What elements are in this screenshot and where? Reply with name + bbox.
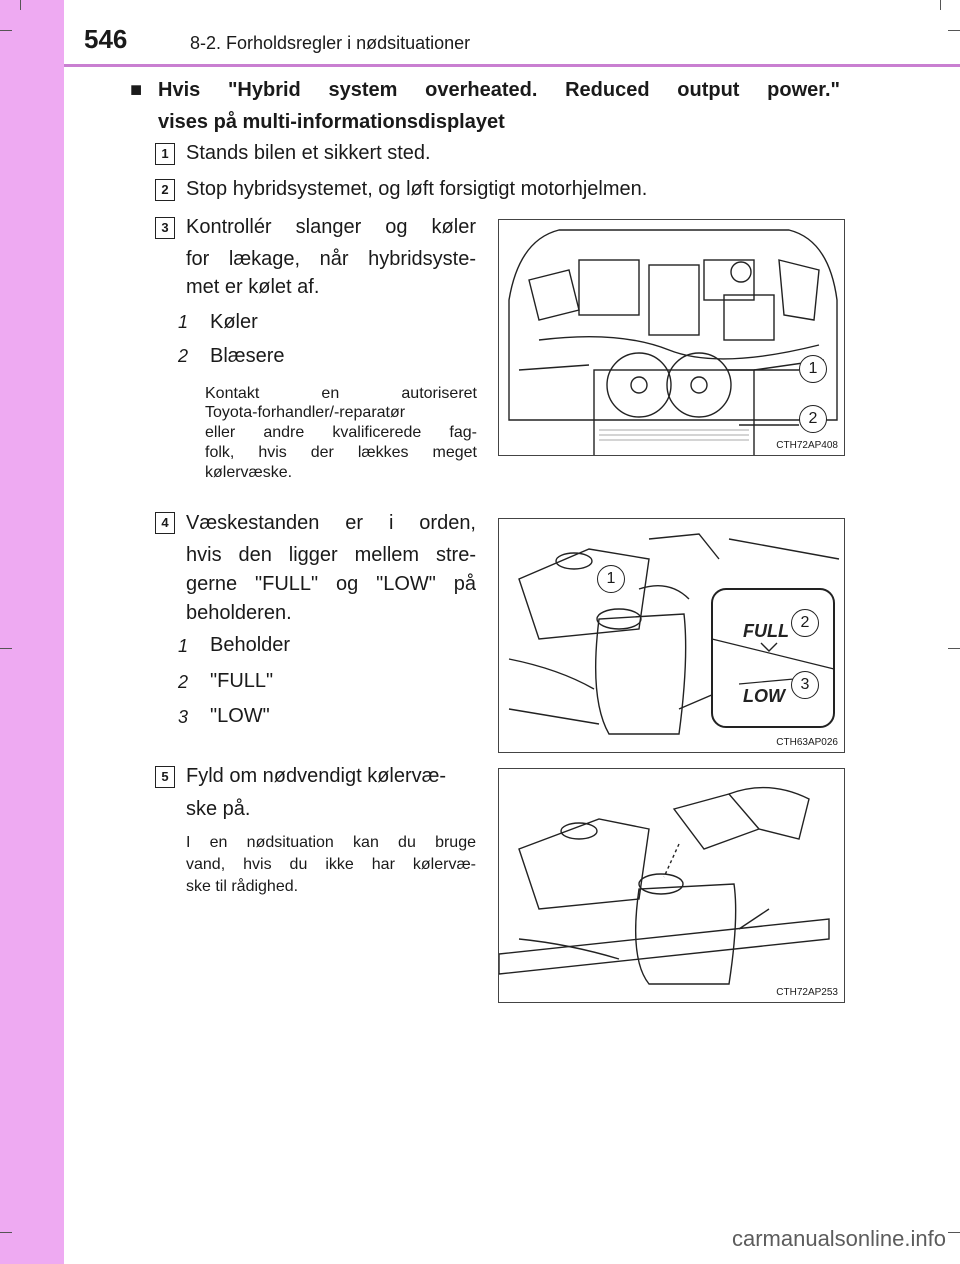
legend-number: 1	[178, 636, 189, 656]
legend-label: Køler	[210, 311, 258, 333]
figure-code: CTH72AP408	[776, 440, 838, 451]
step-number-badge: 5	[155, 766, 175, 788]
figure-callout: 2	[799, 405, 827, 433]
side-tab-bar	[0, 0, 64, 1264]
engine-compartment-figure	[498, 219, 845, 456]
full-mark-label: FULL	[743, 621, 789, 641]
step-number-badge: 4	[155, 512, 175, 534]
figure-callout: 1	[597, 565, 625, 593]
coolant-reservoir-figure	[498, 518, 845, 753]
crop-mark	[20, 0, 21, 10]
refill-coolant-illustration	[499, 769, 844, 1002]
figure-code: CTH63AP026	[776, 737, 838, 748]
note-line: eller andre kvalificerede fag-	[205, 424, 477, 441]
step-text: Stop hybridsystemet, og løft forsigtigt motorhjelmen.	[186, 178, 648, 200]
heading-line: Hvis "Hybrid system overheated. Reduced output power."	[158, 79, 840, 101]
page-number: 546	[84, 24, 128, 54]
legend-label: Beholder	[210, 634, 291, 656]
watermark: carmanualsonline.info	[731, 1226, 946, 1251]
step-text-line: for lækage, når hybridsyste-	[186, 248, 476, 270]
coolant-reservoir-illustration	[499, 519, 844, 752]
heading-line: vises på multi-informationsdisplayet	[158, 111, 505, 133]
crop-mark	[940, 0, 941, 10]
step-text-line: ske på.	[186, 798, 251, 820]
note-line: I en nødsituation kan du bruge	[186, 834, 476, 851]
engine-compartment-illustration	[499, 220, 844, 455]
note-line: kølervæske.	[205, 464, 293, 481]
crop-mark	[948, 30, 960, 31]
step-text-line: Væskestanden er i orden,	[186, 512, 476, 534]
step-number-badge: 1	[155, 143, 175, 165]
figure-callout: 2	[791, 609, 819, 637]
crop-mark	[0, 1232, 12, 1233]
crop-mark	[948, 1232, 960, 1233]
low-mark-label: LOW	[743, 686, 785, 706]
step-text-line: Kontrollér slanger og køler	[186, 216, 476, 238]
step-text-line: Fyld om nødvendigt kølervæ-	[186, 765, 447, 787]
legend-number: 3	[178, 707, 189, 727]
note-line: folk, hvis der lækkes meget	[205, 444, 477, 461]
step-text-line: gerne "FULL" og "LOW" på	[186, 573, 476, 595]
refill-coolant-figure	[498, 768, 845, 1003]
crop-mark	[0, 648, 12, 649]
crop-mark	[0, 30, 12, 31]
figure-callout: 3	[791, 671, 819, 699]
legend-number: 1	[178, 312, 189, 332]
note-line: Kontakt en autoriseret	[205, 385, 477, 402]
legend-number: 2	[178, 346, 189, 366]
step-number-badge: 3	[155, 217, 175, 239]
legend-label: Blæsere	[210, 345, 285, 367]
step-text: Stands bilen et sikkert sted.	[186, 142, 431, 164]
note-line: ske til rådighed.	[186, 878, 299, 895]
legend-label: "FULL"	[210, 670, 274, 692]
step-text-line: beholderen.	[186, 602, 292, 624]
header-rule	[64, 64, 960, 67]
note-line: vand, hvis du ikke har kølervæ-	[186, 856, 476, 873]
step-text-line: met er kølet af.	[186, 276, 320, 298]
step-number-badge: 2	[155, 179, 175, 201]
figure-code: CTH72AP253	[776, 987, 838, 998]
figure-callout: 1	[799, 355, 827, 383]
step-text-line: hvis den ligger mellem stre-	[186, 544, 476, 566]
legend-label: "LOW"	[210, 705, 270, 727]
crop-mark	[948, 648, 960, 649]
square-bullet-icon: ■	[130, 79, 143, 101]
chapter-title: 8-2. Forholdsregler i nødsituationer	[190, 33, 471, 53]
legend-number: 2	[178, 672, 189, 692]
note-line: Toyota-forhandler/-reparatør	[205, 404, 406, 421]
